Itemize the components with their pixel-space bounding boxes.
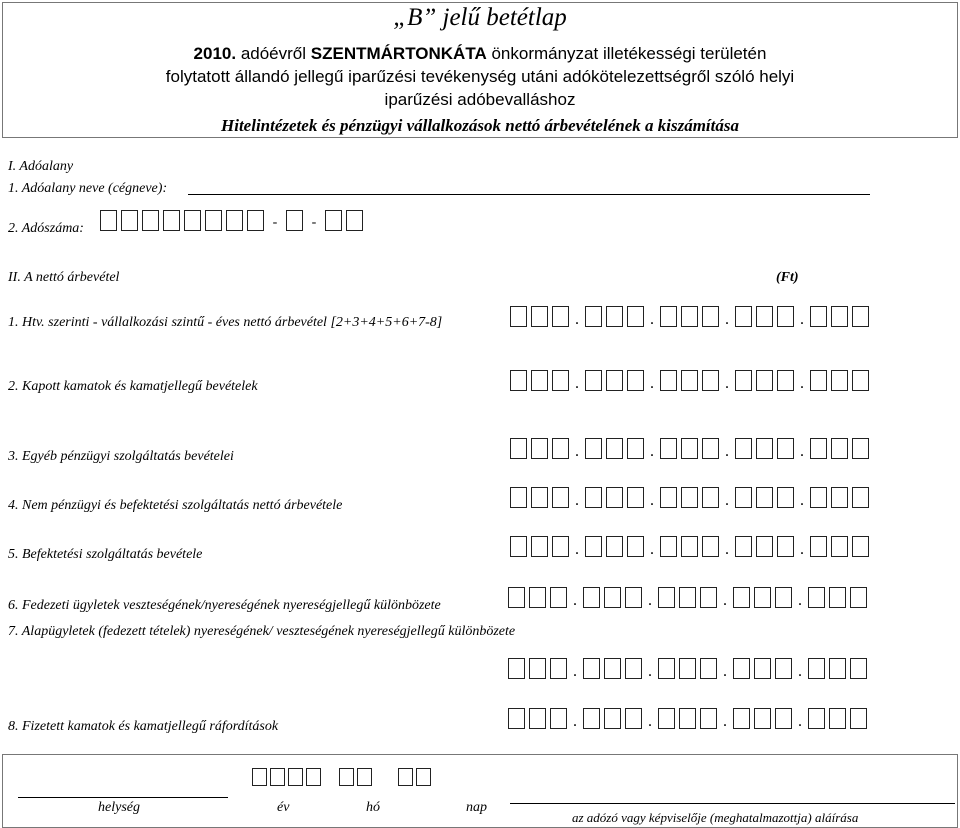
date-digit-box[interactable]	[357, 768, 372, 786]
amount-digit-box[interactable]	[550, 708, 567, 729]
amount-digit-box[interactable]	[583, 658, 600, 679]
thousands-separator: .	[798, 713, 802, 730]
amount-digit-box[interactable]	[604, 587, 621, 608]
row-label-2: 2. Kapott kamatok és kamatjellegű bevételek	[8, 379, 258, 394]
thousands-separator: .	[723, 592, 727, 609]
thousands-separator: .	[575, 492, 579, 509]
amount-digit-box[interactable]	[604, 658, 621, 679]
tax-number-field[interactable]	[100, 210, 367, 231]
amount-digit-box[interactable]	[700, 658, 717, 679]
form-subtitle: Hitelintézetek és pénzügyi vállalkozások nettó árbevételének a kiszámítása	[221, 116, 739, 135]
amount-digit-box[interactable]	[754, 658, 771, 679]
amount-digit-box[interactable]	[510, 536, 527, 557]
amount-digit-box[interactable]	[681, 306, 698, 327]
signature-field[interactable]	[510, 803, 955, 804]
amount-digit-box[interactable]	[627, 306, 644, 327]
amount-digit-box[interactable]	[585, 438, 602, 459]
amount-digit-box[interactable]	[552, 306, 569, 327]
digit-box[interactable]	[286, 210, 303, 231]
amount-digit-box[interactable]	[852, 438, 869, 459]
row-label-5: 5. Befektetési szolgáltatás bevétele	[8, 547, 203, 562]
date-digit-box[interactable]	[270, 768, 285, 786]
thousands-separator: .	[725, 375, 729, 392]
header-line-1-end: önkormányzat illetékességi területén	[486, 44, 767, 63]
amount-digit-box[interactable]	[831, 370, 848, 391]
thousands-separator: .	[725, 492, 729, 509]
date-digit-box[interactable]	[252, 768, 267, 786]
section-1-heading: I. Adóalany	[8, 159, 74, 174]
amount-digit-box[interactable]	[627, 438, 644, 459]
amount-digit-box[interactable]	[529, 708, 546, 729]
amount-digit-box[interactable]	[583, 708, 600, 729]
amount-field-row-4[interactable]	[510, 487, 873, 508]
thousands-separator: .	[648, 663, 652, 680]
amount-digit-box[interactable]	[681, 536, 698, 557]
digit-box[interactable]	[142, 210, 159, 231]
thousands-separator: .	[573, 663, 577, 680]
amount-digit-box[interactable]	[604, 708, 621, 729]
amount-digit-box[interactable]	[508, 587, 525, 608]
row-label-7: 7. Alapügyletek (fedezett tételek) nyereségének/ veszteségének nyereségjellegű különbözete	[8, 624, 516, 639]
amount-digit-box[interactable]	[850, 708, 867, 729]
row-label-8: 8. Fizetett kamatok és kamatjellegű ráfordítások	[8, 719, 279, 734]
thousands-separator: .	[648, 592, 652, 609]
amount-digit-box[interactable]	[627, 487, 644, 508]
amount-digit-box[interactable]	[702, 487, 719, 508]
amount-field-row-6[interactable]	[508, 587, 871, 608]
amount-digit-box[interactable]	[627, 370, 644, 391]
date-field[interactable]	[252, 768, 434, 786]
municipality-name: SZENTMÁRTONKÁTA	[310, 44, 487, 63]
header-line-2: folytatott állandó jellegű iparűzési tevékenység utáni adókötelezettségről szóló helyi	[165, 67, 795, 86]
amount-digit-box[interactable]	[585, 536, 602, 557]
amount-digit-box[interactable]	[831, 306, 848, 327]
digit-box[interactable]	[100, 210, 117, 231]
amount-digit-box[interactable]	[508, 658, 525, 679]
amount-digit-box[interactable]	[775, 708, 792, 729]
amount-digit-box[interactable]	[777, 438, 794, 459]
amount-digit-box[interactable]	[852, 306, 869, 327]
amount-digit-box[interactable]	[510, 438, 527, 459]
row-label-4: 4. Nem pénzügyi és befektetési szolgáltatás nettó árbevétele	[8, 498, 343, 513]
date-digit-box[interactable]	[416, 768, 431, 786]
row-label-3: 3. Egyéb pénzügyi szolgáltatás bevételei	[8, 449, 234, 464]
amount-digit-box[interactable]	[810, 370, 827, 391]
amount-digit-box[interactable]	[552, 438, 569, 459]
amount-digit-box[interactable]	[679, 658, 696, 679]
amount-digit-box[interactable]	[679, 708, 696, 729]
amount-digit-box[interactable]	[777, 306, 794, 327]
amount-digit-box[interactable]	[733, 708, 750, 729]
digit-box[interactable]	[325, 210, 342, 231]
amount-digit-box[interactable]	[550, 658, 567, 679]
amount-digit-box[interactable]	[510, 370, 527, 391]
amount-digit-box[interactable]	[681, 438, 698, 459]
amount-field-row-3[interactable]	[510, 438, 873, 459]
year-text: 2010.	[193, 44, 237, 63]
amount-digit-box[interactable]	[810, 487, 827, 508]
thousands-separator: .	[798, 663, 802, 680]
month-label: hó	[366, 800, 380, 815]
amount-digit-box[interactable]	[531, 370, 548, 391]
date-digit-box[interactable]	[306, 768, 321, 786]
amount-digit-box[interactable]	[660, 306, 677, 327]
thousands-separator: .	[723, 713, 727, 730]
amount-digit-box[interactable]	[606, 487, 623, 508]
amount-digit-box[interactable]	[777, 370, 794, 391]
amount-digit-box[interactable]	[700, 587, 717, 608]
tax-number-dash: -	[272, 215, 278, 230]
tax-number-label: 2. Adószáma:	[8, 221, 84, 236]
thousands-separator: .	[575, 443, 579, 460]
section-2-heading: II. A nettó árbevétel	[8, 270, 120, 285]
digit-box[interactable]	[247, 210, 264, 231]
amount-digit-box[interactable]	[852, 536, 869, 557]
digit-box[interactable]	[184, 210, 201, 231]
amount-digit-box[interactable]	[756, 306, 773, 327]
amount-digit-box[interactable]	[625, 587, 642, 608]
amount-digit-box[interactable]	[754, 708, 771, 729]
thousands-separator: .	[573, 592, 577, 609]
thousands-separator: .	[650, 492, 654, 509]
signature-label: az adózó vagy képviselője (meghatalmazottja) aláírása	[572, 810, 859, 825]
digit-box[interactable]	[346, 210, 363, 231]
amount-digit-box[interactable]	[658, 587, 675, 608]
digit-box[interactable]	[163, 210, 180, 231]
amount-field-row-2[interactable]	[510, 370, 873, 391]
amount-digit-box[interactable]	[510, 487, 527, 508]
amount-digit-box[interactable]	[552, 370, 569, 391]
header-line-1-mid: adóévről	[236, 44, 311, 63]
amount-digit-box[interactable]	[585, 370, 602, 391]
amount-digit-box[interactable]	[531, 536, 548, 557]
thousands-separator: .	[650, 541, 654, 558]
place-label: helység	[98, 800, 140, 815]
amount-digit-box[interactable]	[660, 370, 677, 391]
row-label-1: 1. Htv. szerinti - vállalkozási szintű - éves nettó árbevétel [2+3+4+5+6+7-8]	[8, 315, 443, 330]
amount-digit-box[interactable]	[756, 438, 773, 459]
amount-digit-box[interactable]	[585, 487, 602, 508]
amount-field-row-8[interactable]	[508, 708, 871, 729]
thousands-separator: .	[650, 311, 654, 328]
amount-digit-box[interactable]	[735, 487, 752, 508]
amount-digit-box[interactable]	[775, 587, 792, 608]
date-digit-box[interactable]	[398, 768, 413, 786]
amount-digit-box[interactable]	[531, 306, 548, 327]
digit-box[interactable]	[226, 210, 243, 231]
amount-digit-box[interactable]	[852, 487, 869, 508]
thousands-separator: .	[648, 713, 652, 730]
thousands-separator: .	[800, 541, 804, 558]
amount-digit-box[interactable]	[829, 658, 846, 679]
amount-digit-box[interactable]	[681, 487, 698, 508]
header-line-3: iparűzési adóbevalláshoz	[384, 90, 576, 109]
amount-digit-box[interactable]	[810, 306, 827, 327]
amount-digit-box[interactable]	[552, 536, 569, 557]
year-label: év	[277, 800, 290, 815]
amount-digit-box[interactable]	[531, 487, 548, 508]
amount-digit-box[interactable]	[777, 487, 794, 508]
amount-digit-box[interactable]	[660, 438, 677, 459]
amount-digit-box[interactable]	[550, 587, 567, 608]
amount-digit-box[interactable]	[735, 536, 752, 557]
thousands-separator: .	[575, 375, 579, 392]
thousands-separator: .	[575, 541, 579, 558]
amount-digit-box[interactable]	[508, 708, 525, 729]
amount-digit-box[interactable]	[702, 306, 719, 327]
thousands-separator: .	[725, 311, 729, 328]
amount-digit-box[interactable]	[733, 587, 750, 608]
amount-digit-box[interactable]	[702, 438, 719, 459]
amount-digit-box[interactable]	[735, 306, 752, 327]
amount-digit-box[interactable]	[850, 658, 867, 679]
amount-digit-box[interactable]	[808, 708, 825, 729]
thousands-separator: .	[800, 375, 804, 392]
amount-digit-box[interactable]	[606, 370, 623, 391]
amount-digit-box[interactable]	[756, 487, 773, 508]
taxpayer-name-label: 1. Adóalany neve (cégneve):	[8, 181, 168, 196]
amount-digit-box[interactable]	[583, 587, 600, 608]
tax-number-dash: -	[311, 215, 317, 230]
digit-box[interactable]	[121, 210, 138, 231]
amount-digit-box[interactable]	[606, 536, 623, 557]
amount-digit-box[interactable]	[829, 587, 846, 608]
amount-digit-box[interactable]	[754, 587, 771, 608]
amount-field-row-7[interactable]	[508, 658, 871, 679]
amount-digit-box[interactable]	[756, 536, 773, 557]
thousands-separator: .	[575, 311, 579, 328]
amount-digit-box[interactable]	[702, 370, 719, 391]
thousands-separator: .	[800, 311, 804, 328]
page-title: „B” jelű betétlap	[393, 4, 567, 31]
thousands-separator: .	[798, 592, 802, 609]
amount-digit-box[interactable]	[702, 536, 719, 557]
amount-digit-box[interactable]	[510, 306, 527, 327]
thousands-separator: .	[573, 713, 577, 730]
amount-digit-box[interactable]	[775, 658, 792, 679]
amount-digit-box[interactable]	[808, 658, 825, 679]
amount-digit-box[interactable]	[658, 658, 675, 679]
taxpayer-name-field[interactable]	[188, 194, 870, 195]
thousands-separator: .	[725, 541, 729, 558]
amount-digit-box[interactable]	[679, 587, 696, 608]
amount-digit-box[interactable]	[627, 536, 644, 557]
amount-digit-box[interactable]	[529, 658, 546, 679]
amount-digit-box[interactable]	[831, 536, 848, 557]
amount-digit-box[interactable]	[658, 708, 675, 729]
amount-digit-box[interactable]	[660, 487, 677, 508]
amount-digit-box[interactable]	[735, 370, 752, 391]
place-field[interactable]	[18, 797, 228, 798]
amount-digit-box[interactable]	[852, 370, 869, 391]
amount-digit-box[interactable]	[829, 708, 846, 729]
amount-digit-box[interactable]	[735, 438, 752, 459]
unit-label: (Ft)	[776, 270, 799, 285]
amount-digit-box[interactable]	[700, 708, 717, 729]
thousands-separator: .	[723, 663, 727, 680]
amount-digit-box[interactable]	[756, 370, 773, 391]
amount-digit-box[interactable]	[606, 438, 623, 459]
amount-digit-box[interactable]	[552, 487, 569, 508]
thousands-separator: .	[650, 443, 654, 460]
thousands-separator: .	[650, 375, 654, 392]
day-label: nap	[466, 800, 487, 815]
header-line-1	[0, 44, 960, 64]
amount-digit-box[interactable]	[777, 536, 794, 557]
amount-digit-box[interactable]	[585, 306, 602, 327]
date-digit-box[interactable]	[339, 768, 354, 786]
amount-digit-box[interactable]	[850, 587, 867, 608]
amount-digit-box[interactable]	[625, 658, 642, 679]
row-label-6: 6. Fedezeti ügyletek veszteségének/nyereségének nyereségjellegű különbözete	[8, 598, 441, 613]
amount-digit-box[interactable]	[660, 536, 677, 557]
amount-digit-box[interactable]	[733, 658, 750, 679]
amount-field-row-5[interactable]	[510, 536, 873, 557]
digit-box[interactable]	[205, 210, 222, 231]
amount-digit-box[interactable]	[606, 306, 623, 327]
amount-digit-box[interactable]	[625, 708, 642, 729]
thousands-separator: .	[800, 443, 804, 460]
amount-digit-box[interactable]	[810, 536, 827, 557]
amount-digit-box[interactable]	[529, 587, 546, 608]
amount-digit-box[interactable]	[531, 438, 548, 459]
amount-digit-box[interactable]	[831, 438, 848, 459]
amount-digit-box[interactable]	[810, 438, 827, 459]
amount-digit-box[interactable]	[808, 587, 825, 608]
date-digit-box[interactable]	[288, 768, 303, 786]
amount-digit-box[interactable]	[681, 370, 698, 391]
thousands-separator: .	[725, 443, 729, 460]
amount-field-row-1[interactable]	[510, 306, 873, 327]
thousands-separator: .	[800, 492, 804, 509]
amount-digit-box[interactable]	[831, 487, 848, 508]
